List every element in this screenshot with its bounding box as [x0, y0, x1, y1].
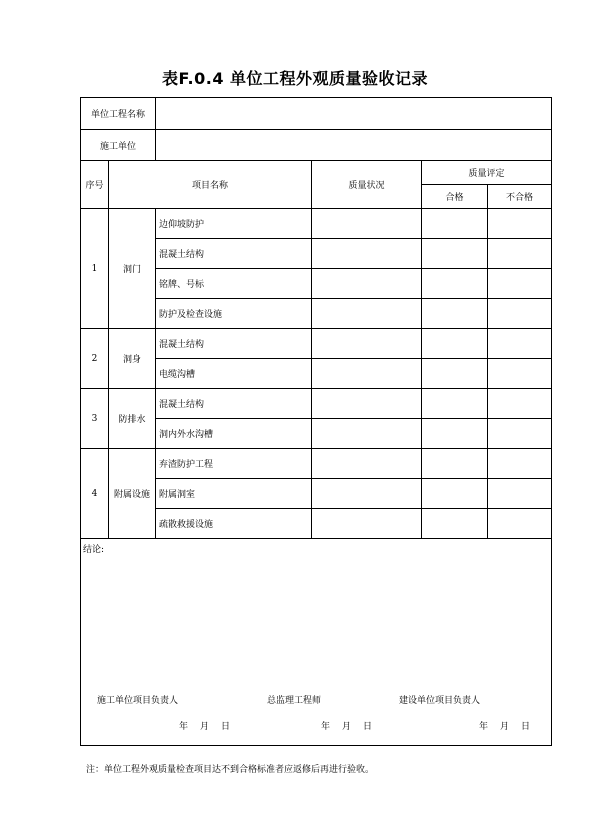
quality-status-header: 质量状况: [312, 161, 422, 209]
item-name: 边仰坡防护: [156, 209, 312, 239]
seq-header: 序号: [81, 161, 109, 209]
pass-cell[interactable]: [422, 269, 488, 299]
fail-cell[interactable]: [488, 419, 552, 449]
quality-status-cell[interactable]: [312, 389, 422, 419]
date-month: 月: [342, 722, 352, 732]
item-name: 洞内外水沟槽: [156, 419, 312, 449]
fail-cell[interactable]: [488, 359, 552, 389]
pass-cell[interactable]: [422, 509, 488, 539]
fail-cell[interactable]: [488, 299, 552, 329]
quality-status-cell[interactable]: [312, 329, 422, 359]
quality-status-cell[interactable]: [312, 419, 422, 449]
date-year: 年: [479, 722, 489, 732]
group-seq: 4: [81, 449, 109, 539]
page-title: 表F.0.4 单位工程外观质量验收记录: [161, 69, 429, 88]
group-name: 洞身: [109, 329, 156, 389]
unit-name-label: 单位工程名称: [81, 98, 156, 130]
pass-cell[interactable]: [422, 329, 488, 359]
date-day: 日: [221, 722, 231, 732]
pass-header: 合格: [422, 185, 488, 209]
conclusion-label: 结论:: [83, 545, 105, 555]
date-day: 日: [363, 722, 373, 732]
fail-header: 不合格: [488, 185, 552, 209]
item-name: 混凝土结构: [156, 389, 312, 419]
chief-supervisor-signature: 总监理工程师: [267, 696, 322, 706]
signature-row: [95, 693, 555, 705]
date-row: [81, 719, 552, 731]
fail-cell[interactable]: [488, 209, 552, 239]
pass-cell[interactable]: [422, 449, 488, 479]
item-name: 附属洞室: [156, 479, 312, 509]
fail-cell[interactable]: [488, 239, 552, 269]
item-name: 疏散救援设施: [156, 509, 312, 539]
quality-eval-header: 质量评定: [422, 161, 552, 185]
item-name: 混凝土结构: [156, 329, 312, 359]
construction-lead-signature: 施工单位项目负责人: [97, 696, 179, 706]
footnote: 注：单位工程外观质量检查项目达不到合格标准者应返修后再进行验收。: [86, 765, 375, 775]
owner-lead-signature: 建设单位项目负责人: [399, 696, 481, 706]
pass-cell[interactable]: [422, 419, 488, 449]
quality-status-cell[interactable]: [312, 479, 422, 509]
quality-status-cell[interactable]: [312, 209, 422, 239]
group-name: 洞门: [109, 209, 156, 329]
pass-cell[interactable]: [422, 479, 488, 509]
item-name: 弃渣防护工程: [156, 449, 312, 479]
quality-status-cell[interactable]: [312, 509, 422, 539]
pass-cell[interactable]: [422, 299, 488, 329]
quality-status-cell[interactable]: [312, 299, 422, 329]
fail-cell[interactable]: [488, 389, 552, 419]
fail-cell[interactable]: [488, 509, 552, 539]
pass-cell[interactable]: [422, 359, 488, 389]
pass-cell[interactable]: [422, 239, 488, 269]
inspection-form: [80, 97, 552, 746]
item-name: 电缆沟槽: [156, 359, 312, 389]
construction-unit-label: 施工单位: [81, 130, 156, 161]
date-month: 月: [500, 722, 510, 732]
group-name: 防排水: [109, 389, 156, 449]
date-month: 月: [200, 722, 210, 732]
conclusion-section[interactable]: [81, 539, 552, 746]
date-day: 日: [521, 722, 531, 732]
group-seq: 1: [81, 209, 109, 329]
fail-cell[interactable]: [488, 329, 552, 359]
group-name: 附属设施: [109, 449, 156, 539]
pass-cell[interactable]: [422, 209, 488, 239]
fail-cell[interactable]: [488, 449, 552, 479]
quality-status-cell[interactable]: [312, 359, 422, 389]
item-name-header: 项目名称: [109, 161, 312, 209]
fail-cell[interactable]: [488, 479, 552, 509]
quality-status-cell[interactable]: [312, 239, 422, 269]
group-seq: 3: [81, 389, 109, 449]
pass-cell[interactable]: [422, 389, 488, 419]
construction-unit-field[interactable]: [156, 130, 552, 161]
date-year: 年: [321, 722, 331, 732]
quality-status-cell[interactable]: [312, 269, 422, 299]
item-name: 混凝土结构: [156, 239, 312, 269]
item-name: 铭牌、号标: [156, 269, 312, 299]
quality-status-cell[interactable]: [312, 449, 422, 479]
unit-name-field[interactable]: [156, 98, 552, 130]
item-name: 防护及检查设施: [156, 299, 312, 329]
fail-cell[interactable]: [488, 269, 552, 299]
date-year: 年: [179, 722, 189, 732]
group-seq: 2: [81, 329, 109, 389]
